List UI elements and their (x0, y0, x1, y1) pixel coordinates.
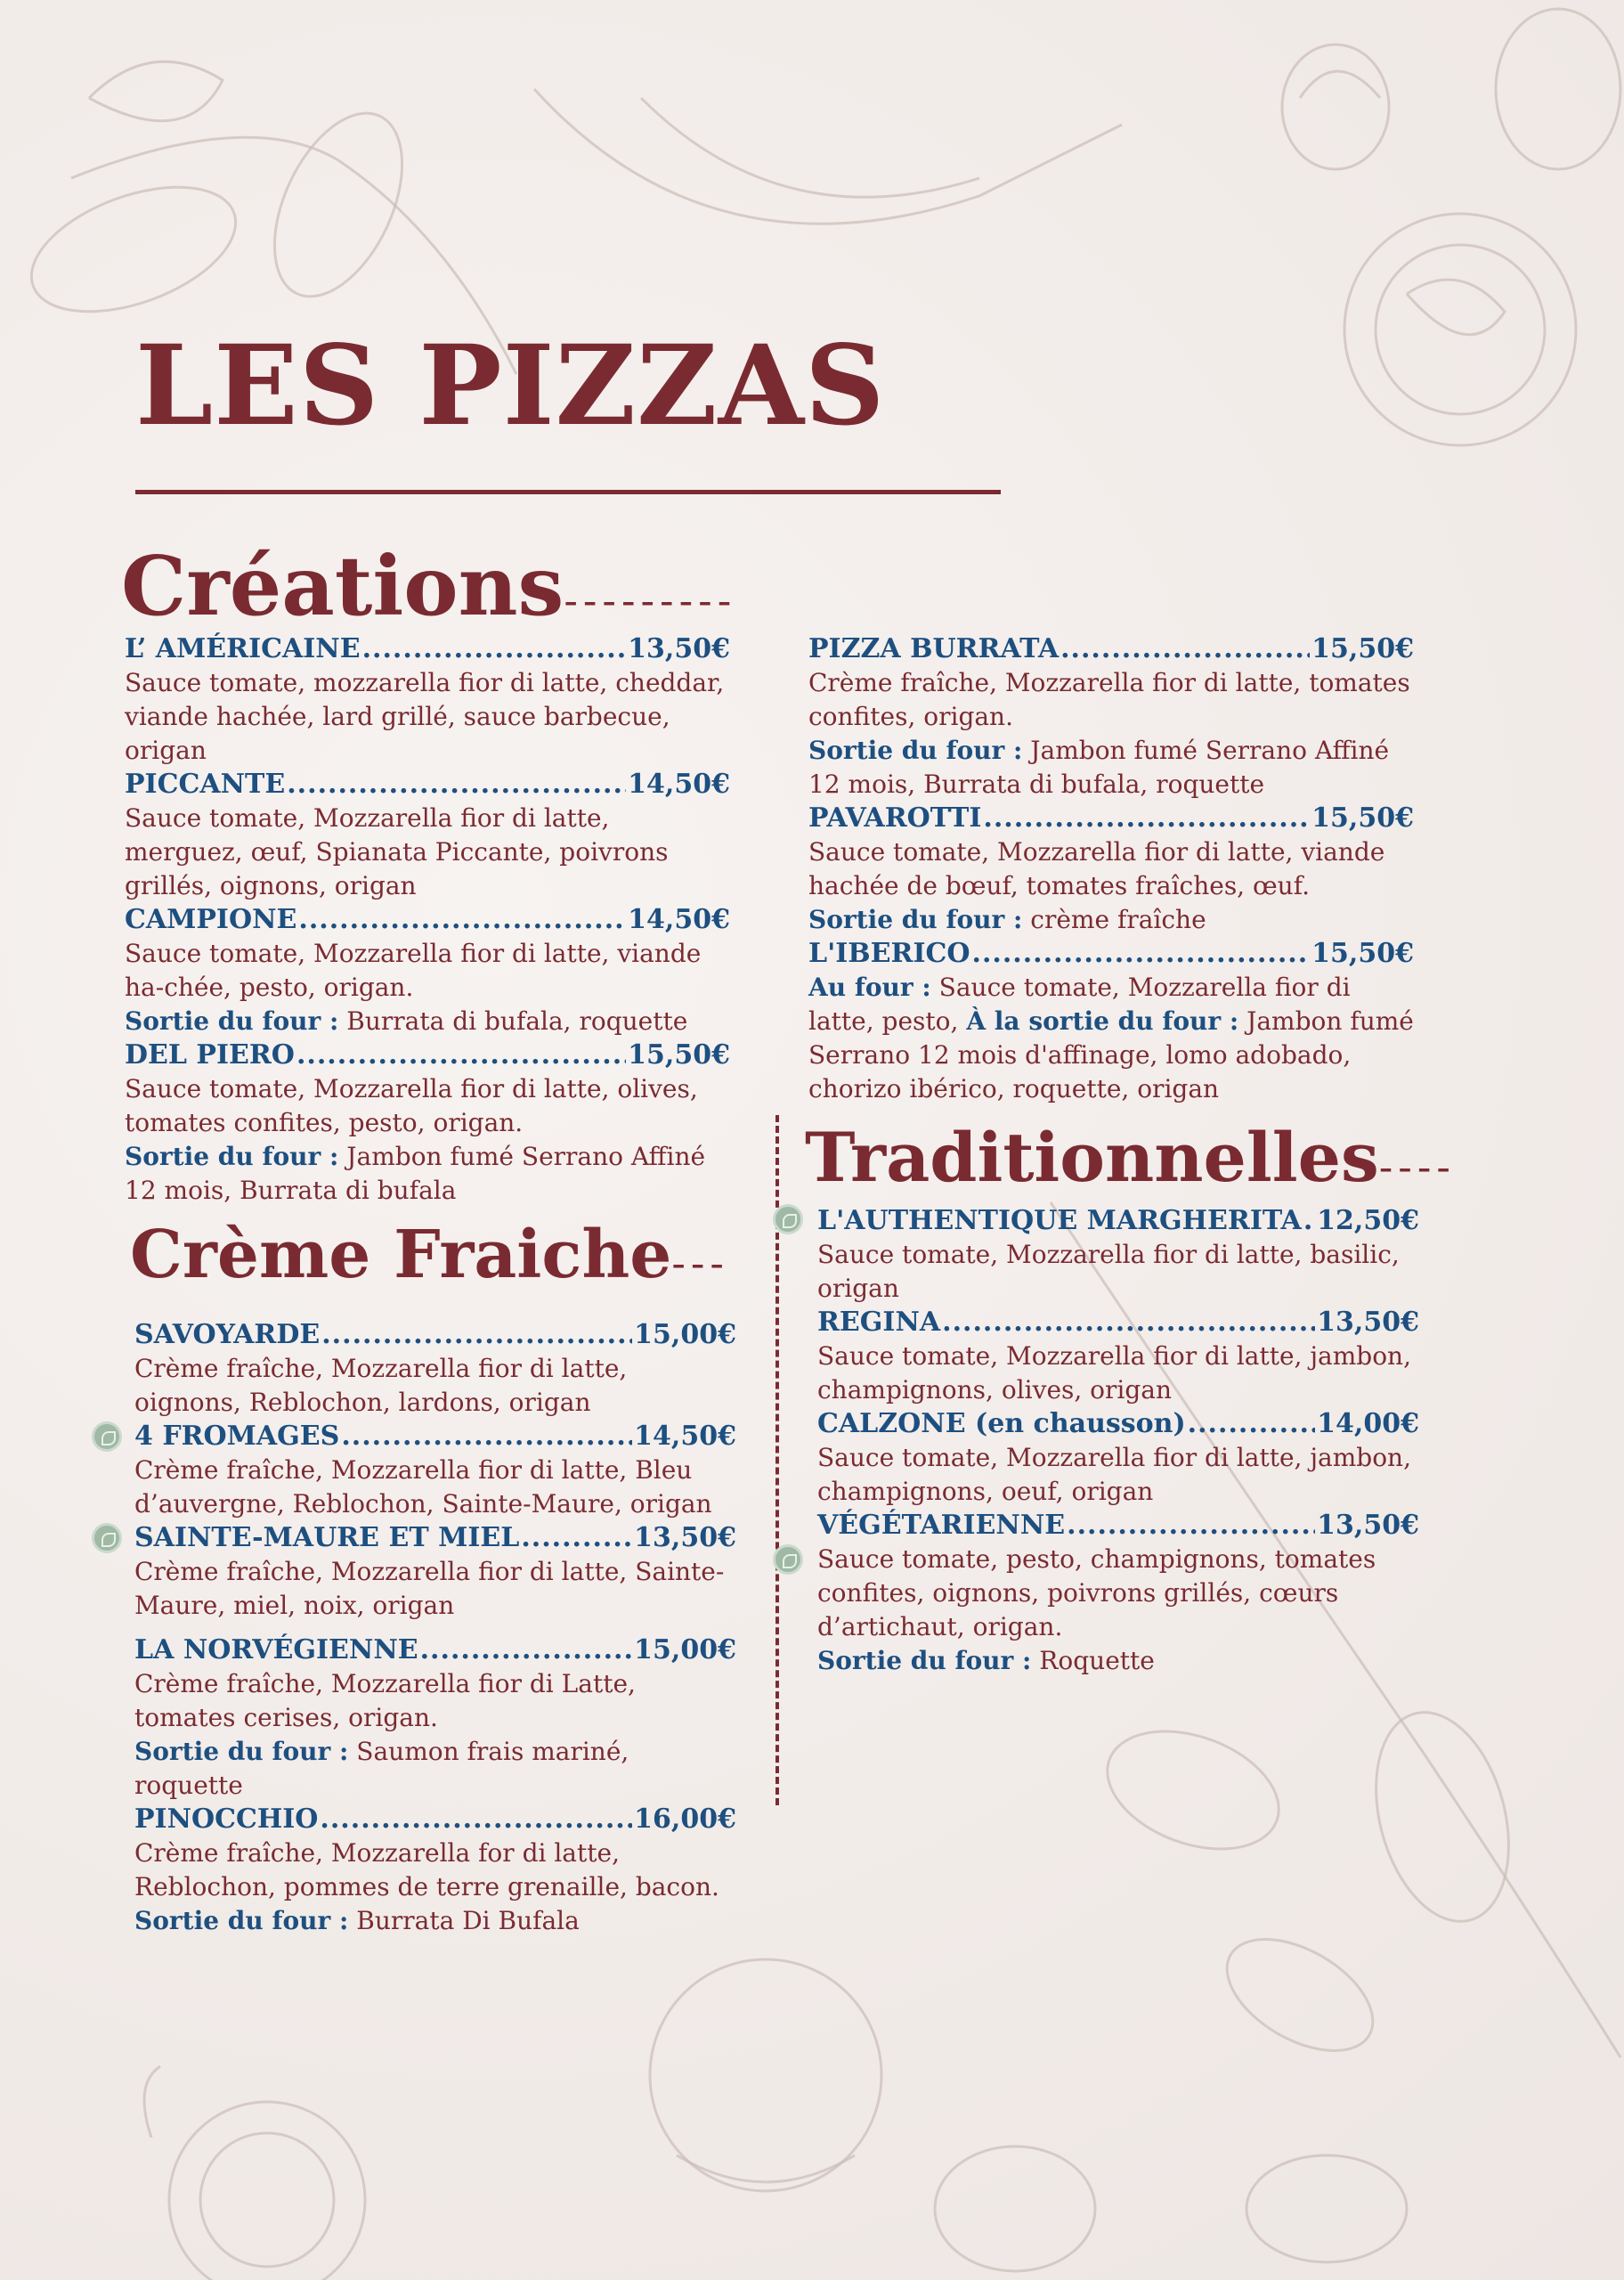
dot-leader (1060, 632, 1310, 666)
extra-label: Sortie du four : (817, 1646, 1032, 1675)
dot-leader (1303, 1204, 1315, 1238)
item-price: 14,50€ (628, 904, 730, 935)
item-description: Crème fraîche, Mozzarella fior di latte, Bleu d’auvergne, Reblochon, Sainte-Maure, origan (134, 1455, 712, 1519)
item-price: 16,00€ (634, 1804, 736, 1835)
extra-label: À la sortie du four : (966, 1006, 1239, 1036)
section-title-traditionnelles (805, 1118, 1456, 1197)
item-name: REGINA (817, 1307, 941, 1338)
item-description: Sauce tomate, mozzarella fior di latte, cheddar, viande hachée, lard grillé, sauce barbecue, origan (125, 668, 725, 765)
item-price: 15,50€ (1311, 938, 1414, 969)
menu-item (125, 768, 730, 903)
extra-text: Burrata Di Bufala (356, 1906, 580, 1935)
item-description: Crème fraîche, Mozzarella fior di latte, oignons, Reblochon, lardons, origan (134, 1354, 628, 1417)
dot-leader (298, 903, 626, 937)
item-price: 15,50€ (1311, 633, 1414, 664)
item-price: 14,50€ (634, 1421, 736, 1452)
section-title-creme-fraiche (130, 1217, 729, 1293)
extra-text: Jambon fumé Serrano Affiné 12 mois, Burrata di bufala, roquette (808, 736, 1390, 799)
section-title-text: Crème Fraiche (130, 1217, 672, 1293)
extra-text: Jambon fumé Serrano 12 mois d'affinage, lomo adobado, chorizo ibérico, roquette, origan (808, 1006, 1414, 1103)
dot-leader (287, 768, 626, 802)
item-description: Crème fraîche, Mozzarella fior di latte, Sainte-Maure, miel, noix, origan (134, 1557, 725, 1620)
extra-label: Sortie du four : (125, 1142, 339, 1171)
item-price: 14,50€ (628, 769, 730, 800)
item-price: 15,50€ (628, 1039, 730, 1071)
item-price: 15,00€ (634, 1634, 736, 1665)
item-description: Sauce tomate, Mozzarella fior di latte, olives, tomates confites, pesto, origan. (125, 1074, 698, 1137)
menu-item (125, 1038, 730, 1208)
item-description: Sauce tomate, Mozzarella fior di latte, basilic, origan (817, 1240, 1400, 1303)
vegetarian-leaf-icon (773, 1544, 803, 1575)
item-name: SAINTE-MAURE ET MIEL (134, 1522, 520, 1553)
item-name: L'AUTHENTIQUE MARGHERITA (817, 1205, 1302, 1236)
item-description: Crème fraîche, Mozzarella fior di Latte, tomates cerises, origan. (134, 1669, 636, 1732)
dot-leader (420, 1633, 633, 1667)
item-description: Crème fraîche, Mozzarella fior di latte, tomates confites, origan. (808, 668, 1410, 731)
item-name: VÉGÉTARIENNE (817, 1510, 1066, 1541)
extra-text: Jambon fumé Serrano Affiné 12 mois, Burrata di bufala (125, 1142, 706, 1205)
dot-leader (942, 1306, 1315, 1340)
item-name: LA NORVÉGIENNE (134, 1634, 418, 1665)
vegetarian-leaf-icon (92, 1421, 122, 1452)
section-title-text: Traditionnelles (805, 1118, 1379, 1197)
item-name: PAVAROTTI (808, 802, 982, 834)
item-name: L'IBERICO (808, 938, 970, 969)
section-title-dashes: --- (671, 1239, 729, 1287)
item-name: CAMPIONE (125, 904, 297, 935)
menu-item (134, 1318, 736, 1420)
item-price: 14,00€ (1317, 1408, 1419, 1439)
creme-fraiche-column (134, 1318, 736, 1938)
item-price: 12,50€ (1317, 1205, 1419, 1236)
extra-label: Sortie du four : (125, 1006, 339, 1036)
item-extra (808, 971, 1414, 1106)
menu-item (134, 1420, 736, 1521)
vegetarian-leaf-icon (92, 1523, 122, 1553)
extra-text: Saumon frais mariné, roquette (134, 1737, 629, 1800)
item-description: Sauce tomate, Mozzarella fior di latte, jambon, champignons, oeuf, origan (817, 1443, 1411, 1506)
section-title-creations (121, 538, 737, 634)
item-name: PIZZA BURRATA (808, 633, 1060, 664)
dot-leader (983, 802, 1310, 835)
menu-item (817, 1407, 1419, 1509)
extra-label: Sortie du four : (134, 1737, 349, 1766)
item-extra (134, 1904, 736, 1938)
item-description: Sauce tomate, Mozzarella fior di latte, viande ha-chée, pesto, origan. (125, 939, 702, 1002)
creations-right-column (808, 632, 1414, 1106)
dot-leader (1188, 1407, 1316, 1441)
item-extra (125, 1005, 730, 1038)
item-price: 15,50€ (1311, 802, 1414, 834)
dot-leader (972, 937, 1311, 971)
item-name: 4 FROMAGES (134, 1421, 340, 1452)
item-price: 13,50€ (1317, 1510, 1419, 1541)
menu-item (808, 632, 1414, 802)
dot-leader (362, 632, 627, 666)
extra-text: Roquette (1039, 1646, 1155, 1675)
extra-text: Burrata di bufala, roquette (346, 1006, 688, 1036)
dot-leader (1067, 1509, 1315, 1543)
item-price: 13,50€ (1317, 1307, 1419, 1338)
item-price: 13,50€ (628, 633, 730, 664)
item-description: Sauce tomate, Mozzarella fior di latte, merguez, œuf, Spianata Piccante, poivrons grillés, oignons, origan (125, 803, 669, 900)
item-name: L’ AMÉRICAINE (125, 633, 361, 664)
extra-label: Sortie du four : (808, 736, 1023, 765)
item-extra (808, 903, 1414, 937)
menu-item (125, 632, 730, 768)
menu-item (817, 1204, 1419, 1306)
item-name: DEL PIERO (125, 1039, 295, 1071)
menu-item (808, 937, 1414, 1106)
item-name: PINOCCHIO (134, 1804, 319, 1835)
traditionnelles-column (817, 1204, 1419, 1678)
title-underline (135, 490, 1001, 494)
item-name: CALZONE (en chausson) (817, 1408, 1186, 1439)
extra-text: Sauce tomate, Mozzarella fior di latte, pesto, (808, 973, 1351, 1036)
dot-leader (320, 1803, 632, 1836)
item-name: PICCANTE (125, 769, 286, 800)
menu-item (134, 1633, 736, 1803)
item-price: 15,00€ (634, 1319, 736, 1350)
extra-text: crème fraîche (1030, 905, 1206, 934)
item-price: 13,50€ (634, 1522, 736, 1553)
vegetarian-leaf-icon (773, 1204, 803, 1234)
menu-item (808, 802, 1414, 937)
item-description: Sauce tomate, Mozzarella fior di latte, jambon, champignons, olives, origan (817, 1341, 1411, 1405)
menu-item (134, 1803, 736, 1938)
menu-item (125, 903, 730, 1038)
extra-label: Au four : (808, 973, 931, 1002)
item-extra (817, 1644, 1419, 1678)
section-title-dashes: --------- (564, 576, 737, 624)
creations-left-column (125, 632, 730, 1208)
item-extra (125, 1140, 730, 1208)
dot-leader (296, 1038, 626, 1072)
dot-leader (341, 1420, 632, 1454)
section-title-text: Créations (121, 538, 564, 634)
menu-item (817, 1509, 1419, 1678)
item-description: Crème fraîche, Mozzarella for di latte, Reblochon, pommes de terre grenaille, bacon. (134, 1838, 719, 1901)
extra-label: Sortie du four : (808, 905, 1023, 934)
item-name: SAVOYARDE (134, 1319, 321, 1350)
dot-leader (521, 1521, 632, 1555)
extra-label: Sortie du four : (134, 1906, 349, 1935)
item-description: Sauce tomate, Mozzarella fior di latte, viande hachée de bœuf, tomates fraîches, œuf. (808, 837, 1385, 900)
item-description: Sauce tomate, pesto, champignons, tomates confites, oignons, poivrons grillés, cœurs d’artichaut, origan. (817, 1544, 1376, 1641)
menu-item (134, 1521, 736, 1623)
dot-leader (321, 1318, 632, 1352)
menu-item (817, 1306, 1419, 1407)
section-title-dashes: ---- (1378, 1143, 1456, 1191)
item-extra (808, 734, 1414, 802)
page-title: LES PIZZAS (135, 322, 886, 451)
item-extra (134, 1735, 736, 1803)
